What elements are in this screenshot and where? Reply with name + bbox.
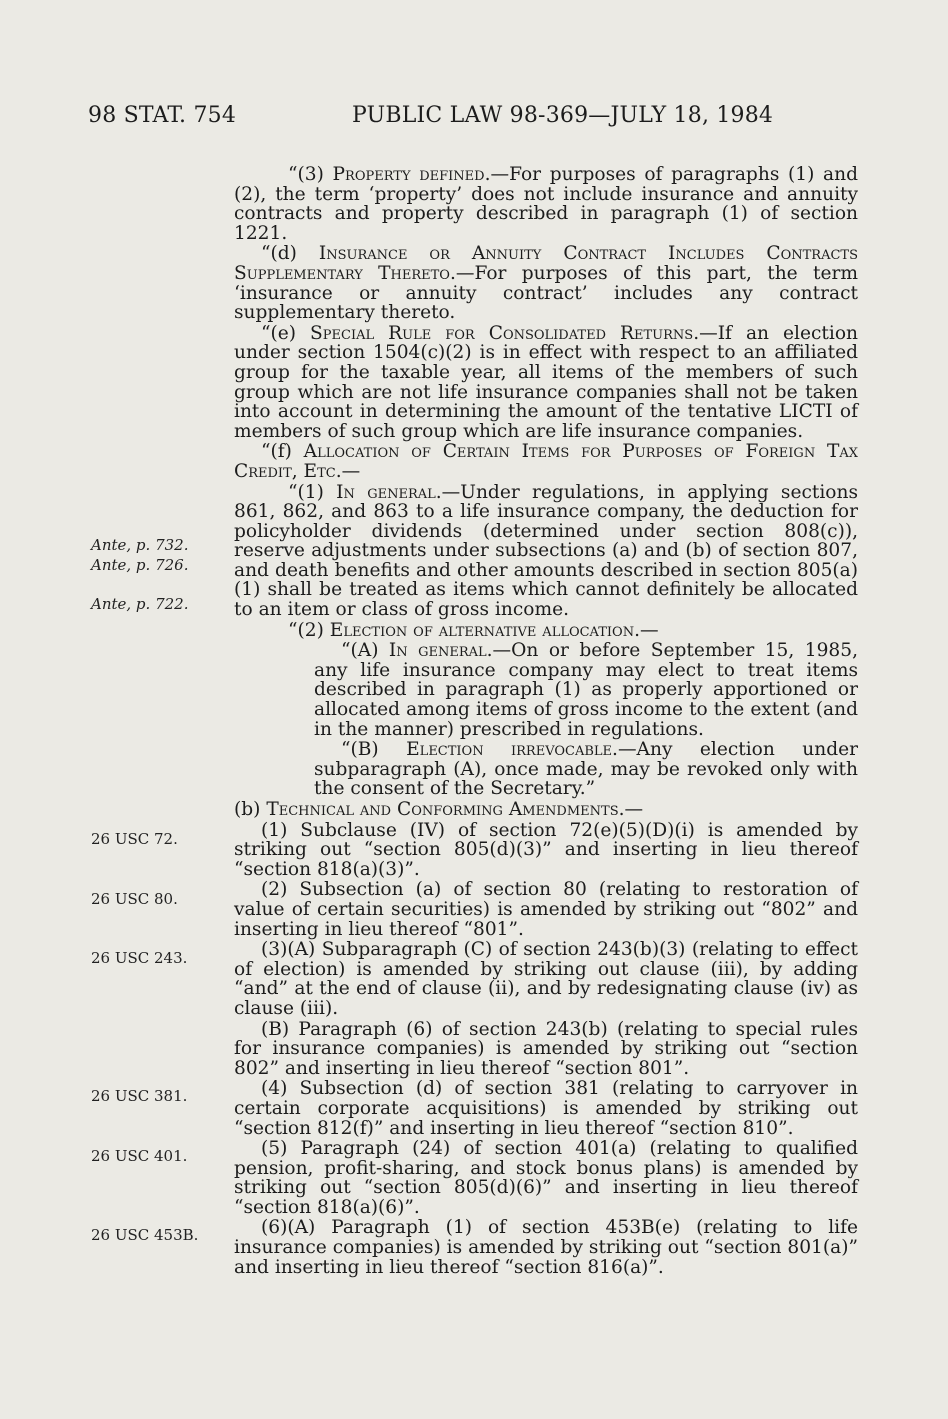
paragraph-text: .—For purposes of this part, the term ‘insurance or annuity contract’ includes any contract supplementary thereto. bbox=[234, 262, 858, 324]
subparagraph-f-2-a bbox=[234, 641, 858, 739]
paragraph-heading: Election irrevocable bbox=[406, 739, 613, 761]
amendment-6-a: (6)(A) Paragraph (1) of section 453B(e) (relating to life insurance companies) is amended by striking out “section 801(a)” and inserting in lieu thereof “section 816(a)”. bbox=[234, 1217, 858, 1278]
paragraph-heading: Special Rule for Consolidated Returns bbox=[310, 322, 694, 344]
margin-note-ante-726: Ante, p. 726. bbox=[91, 556, 189, 574]
paragraph-text: .— bbox=[634, 619, 659, 641]
statute-body bbox=[234, 165, 858, 1278]
paragraph-text: .— bbox=[618, 799, 644, 820]
paragraph-open: “(2) bbox=[288, 619, 330, 641]
paragraph-open: “(d) bbox=[261, 243, 319, 265]
margin-note-ante-732: Ante, p. 732. bbox=[91, 536, 189, 554]
margin-note-26-usc-401: 26 USC 401. bbox=[91, 1147, 188, 1165]
paragraph-open: “(3) bbox=[288, 164, 333, 185]
paragraph-heading: Allocation of Certain Items for Purposes of Foreign Tax Credit, Etc. bbox=[234, 441, 859, 482]
amendment-4: (4) Subsection (d) of section 381 (relating to carryover in certain corporate acquisitions) is amended by striking out “section 812(f)” and inserting in lieu thereof “section 810”. bbox=[234, 1078, 858, 1139]
paragraph-text: .—If an election under section 1504(c)(2) is in effect with respect to an affiliated group for the taxable year, all items of the members of such group which are not life insurance companies shall not be taken into account in determining the amount of the tentative LICTI of members of such group which are life insurance companies. bbox=[234, 322, 858, 442]
amendment-1: (1) Subclause (IV) of section 72(e)(5)(D)(i) is amended by striking out “section 805(d)(3)” and inserting in lieu thereof “section 818(a)(3)”. bbox=[234, 819, 858, 880]
paragraph-open: (b) bbox=[234, 799, 267, 820]
margin-note-26-usc-381: 26 USC 381. bbox=[91, 1087, 188, 1105]
margin-note-26-usc-72: 26 USC 72. bbox=[91, 830, 178, 848]
paragraph-heading: Technical and Conforming Amendments bbox=[266, 799, 619, 820]
paragraph-heading: Property defined bbox=[332, 164, 485, 185]
paragraph-open: “(f) bbox=[261, 441, 304, 463]
margin-note-26-usc-453b: 26 USC 453B. bbox=[91, 1226, 199, 1244]
page-title: PUBLIC LAW 98-369—JULY 18, 1984 bbox=[352, 103, 774, 128]
amendment-2: (2) Subsection (a) of section 80 (relating to restoration of value of certain securities) is amended by striking out “802” and inserting in lieu thereof “801”. bbox=[234, 879, 858, 940]
paragraph-open: “(1) bbox=[288, 481, 337, 503]
amendment-3-b: (B) Paragraph (6) of section 243(b) (relating to special rules for insurance companies) is amended by striking out “section 802” and inserting in lieu thereof “section 801”. bbox=[234, 1018, 858, 1079]
paragraph-3-property-defined bbox=[234, 165, 858, 243]
paragraph-text: .—Any election under subparagraph (A), once made, may be revoked only with the consent of the Secretary.” bbox=[314, 739, 859, 800]
subparagraph-f-2-b bbox=[234, 740, 858, 799]
margin-note-26-usc-243: 26 USC 243. bbox=[91, 949, 188, 967]
subsection-b-heading bbox=[234, 800, 858, 820]
amendment-5: (5) Paragraph (24) of section 401(a) (relating to qualified pension, profit-sharing, and stock bonus plans) is amended by striking out “section 805(d)(6)” and inserting in lieu thereof “section 818(a)(6)”. bbox=[234, 1138, 858, 1218]
subsection-d bbox=[234, 244, 858, 322]
amendment-3-a: (3)(A) Subparagraph (C) of section 243(b)(3) (relating to effect of election) is amended by striking out clause (iii), by adding “and” at the end of clause (ii), and by redesignating clause (iv) as clause (iii). bbox=[234, 939, 858, 1019]
paragraph-text: .—For purposes of paragraphs (1) and (2), the term ‘property’ does not include insurance and annuity contracts and property described in paragraph (1) of section 1221. bbox=[234, 164, 859, 244]
paragraph-text: .—On or before September 15, 1985, any life insurance company may elect to treat items described in paragraph (1) as properly apportioned or allocated among items of gross income to the extent (and in the manner) prescribed in regulations. bbox=[314, 640, 858, 740]
margin-note-ante-722: Ante, p. 722. bbox=[91, 595, 189, 613]
paragraph-heading: In general bbox=[388, 640, 487, 662]
statute-citation: 98 STAT. 754 bbox=[88, 103, 237, 128]
paragraph-f-2 bbox=[234, 621, 858, 641]
paragraph-heading: In general bbox=[336, 481, 436, 503]
paragraph-open: “(B) bbox=[341, 739, 407, 761]
margin-note-26-usc-80: 26 USC 80. bbox=[91, 890, 178, 908]
paragraph-text: .—Under regulations, in applying sections 861, 862, and 863 to a life insurance company, the deduction for policyholder dividends (determined under section 808(c)), reserve adjustments under subsections (a) and (b) of section 807, and death benefits and other amounts described in section 805(a)(1) shall be treated as items which cannot definitely be allocated to an item or class of gross income. bbox=[234, 481, 858, 621]
paragraph-heading: Insurance or Annuity Contract Includes Contracts Supplementary Thereto bbox=[234, 243, 858, 284]
margin-notes bbox=[0, 0, 230, 1419]
paragraph-text: — bbox=[341, 460, 361, 482]
paragraph-f-1 bbox=[234, 483, 858, 620]
paragraph-open: “(e) bbox=[261, 322, 311, 344]
subsection-f bbox=[234, 442, 858, 481]
paragraph-open: “(A) bbox=[341, 640, 389, 662]
subsection-e bbox=[234, 324, 858, 442]
paragraph-heading: Election of alternative allocation bbox=[329, 619, 635, 641]
